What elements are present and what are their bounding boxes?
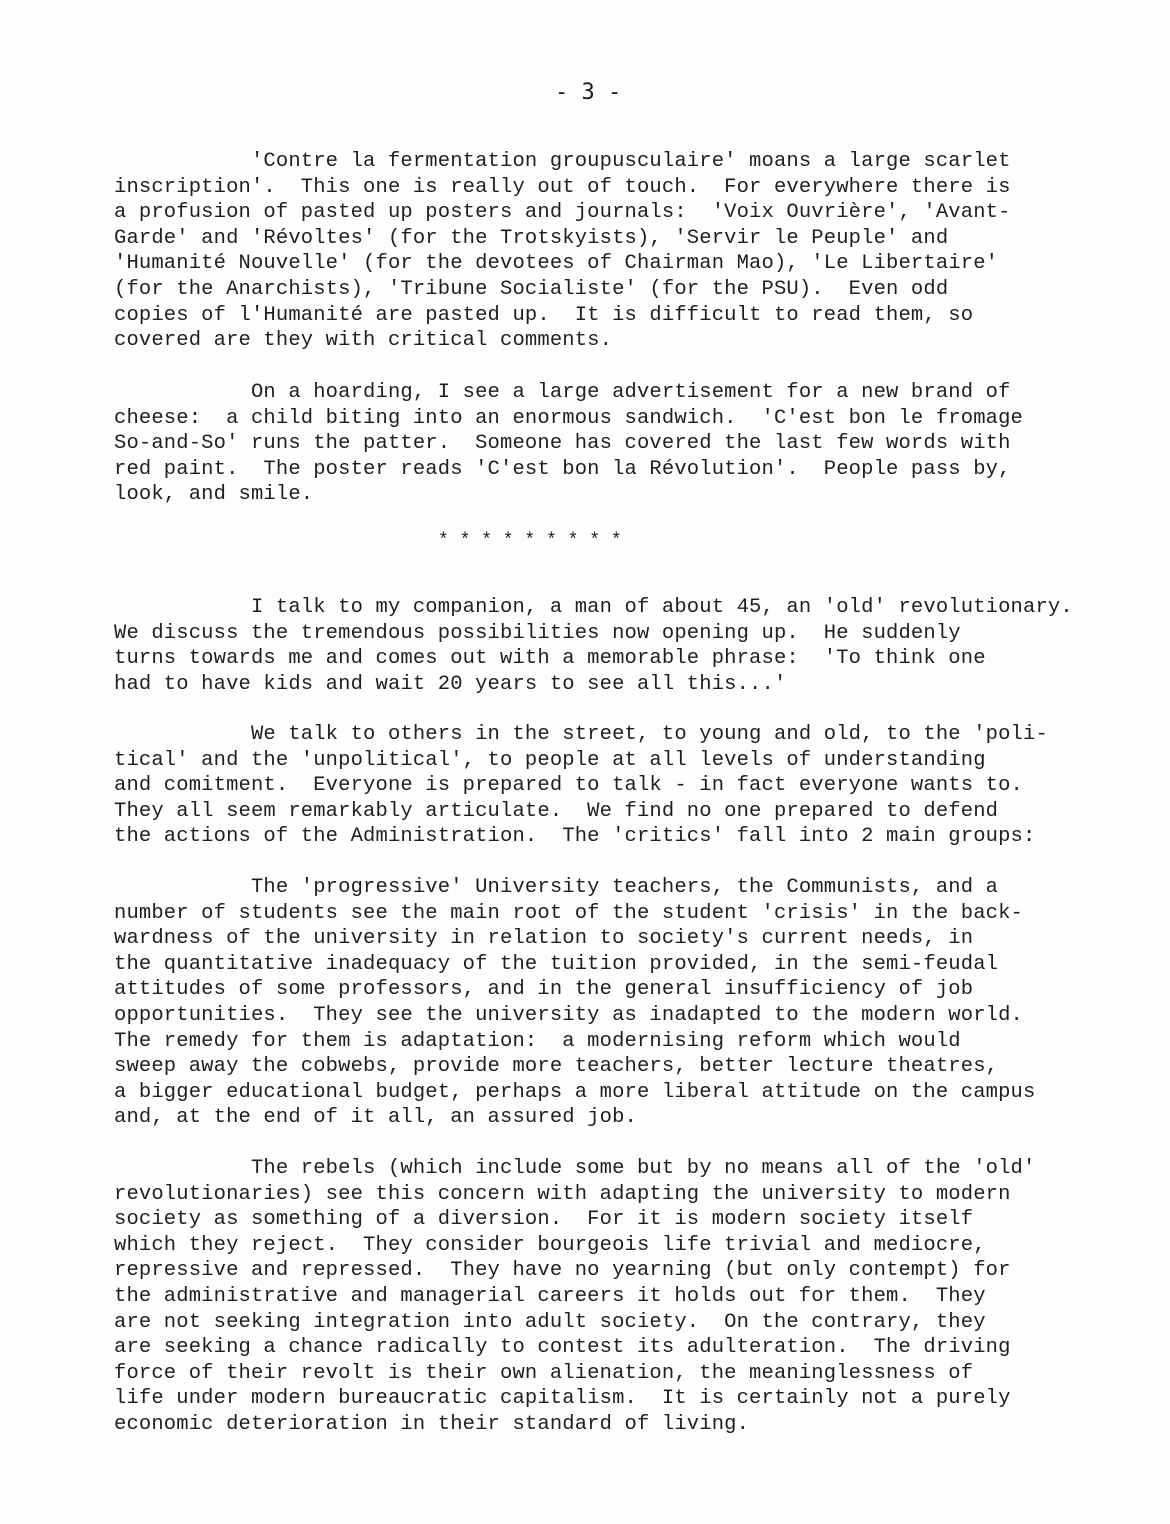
section-divider: * * * * * * * * * <box>438 531 622 551</box>
paragraph-companion: I talk to my companion, a man of about 45, an 'old' revolutionary. We discuss the tremendous possibilities now opening up. He suddenly turns towards me and comes out with a memorable phrase: 'To think one had to have kids and wait 20 years to see all this...' <box>114 596 1073 696</box>
paragraph-hoarding: On a hoarding, I see a large advertisement for a new brand of cheese: a child biting into an enormous sandwich. 'C'est bon le fromage So-and-So' runs the patter. Someone has covered the last few words with red paint. The poster reads 'C'est bon la Révolution'. People pass by, look, and smile. <box>114 381 1023 507</box>
paragraph-progressives: The 'progressive' University teachers, the Communists, and a number of students see the main root of the student 'crisis' in the back- wardness of the university in relation to society's current needs, in the quantitative inadequacy of the tuition provided, in the semi-feudal attitudes of some professors, and in the general insufficiency of job opportunities. They see the university as inadapted to the modern world. The remedy for them is adaptation: a modernising reform which would sweep away the cobwebs, provide more teachers, better lecture theatres, a bigger educational budget, perhaps a more liberal attitude on the campus and, at the end of it all, an assured job. <box>114 876 1036 1130</box>
paragraph-posters: 'Contre la fermentation groupusculaire' moans a large scarlet inscription'. This one is really out of touch. For everywhere there is a profusion of pasted up posters and journals: 'Voix Ouvrière', 'Avant- Garde' and 'Révoltes' (for the Trotskyists), 'Servir le Peuple' and 'Humanité Nouvelle' (for the devotees of Chairman Mao), 'Le Libertaire' (for the Anarchists), 'Tribune Socialiste' (for the PSU). Even odd copies of l'Humanité are pasted up. It is difficult to read them, so covered are they with critical comments. <box>114 150 1011 353</box>
paragraph-rebels: The rebels (which include some but by no means all of the 'old' revolutionaries) see this concern with adapting the university to modern society as something of a diversion. For it is modern society itself which they reject. They consider bourgeois life trivial and mediocre, repressive and repressed. They have no yearning (but only contempt) for the administrative and managerial careers it holds out for them. They are not seeking integration into adult society. On the contrary, they are seeking a chance radically to contest its adulteration. The driving force of their revolt is their own alienation, the meaninglessness of life under modern bureaucratic capitalism. It is certainly not a purely economic deterioration in their standard of living. <box>114 1157 1036 1436</box>
paragraph-street-talk: We talk to others in the street, to young and old, to the 'poli- tical' and the 'unpolitical', to people at all levels of understanding and comitment. Everyone is prepared to talk - in fact everyone wants to. They all seem remarkably articulate. We find no one prepared to defend the actions of the Administration. The 'critics' fall into 2 main groups: <box>114 723 1048 849</box>
page-number: - 3 - <box>555 80 622 105</box>
